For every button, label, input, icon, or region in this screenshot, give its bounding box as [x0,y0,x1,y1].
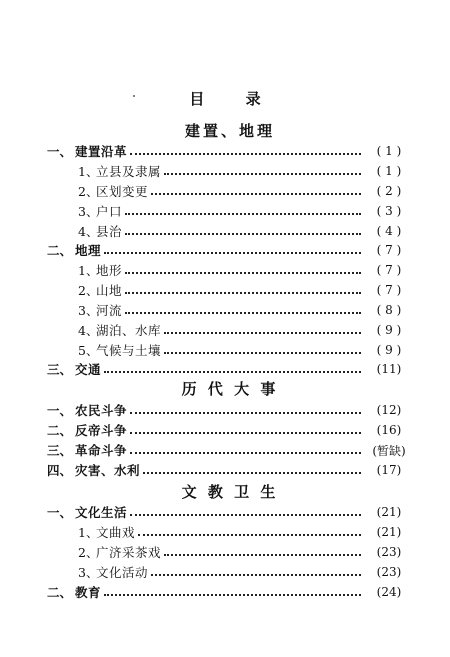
entry-number: 1、 [78,263,99,278]
toc-entry[interactable] [0,461,450,479]
toc-entry[interactable] [0,261,450,279]
dot-leader [104,252,361,254]
toc-entry[interactable] [0,301,450,319]
entry-number: 二、 [47,585,73,600]
entry-label: 湖泊、水库 [96,323,162,338]
entry-number: 一、 [47,403,73,418]
toc-entry[interactable] [0,523,450,541]
entry-page: ( 2 ) [376,184,402,198]
entry-number: 3、 [78,565,99,580]
entry-page: (17) [376,463,402,477]
toc-entry[interactable] [0,583,450,601]
entry-page: ( 3 ) [376,204,402,218]
entry-page: ( 7 ) [376,243,402,257]
entry-number: 3、 [78,204,99,219]
dot-leader [104,594,361,596]
entry-page: (23) [376,565,402,579]
toc-entry[interactable] [0,281,450,299]
entry-number: 一、 [47,505,73,520]
entry-label: 反帝斗争 [75,423,128,438]
dot-leader [143,472,361,474]
entry-label: 立县及隶属 [96,164,162,179]
entry-label: 文化活动 [96,565,149,580]
entry-label: 山地 [96,283,123,298]
entry-label: 气候与土壤 [96,343,162,358]
toc-entry[interactable] [0,503,450,521]
entry-label: 灾害、水利 [75,463,141,478]
entry-label: 教育 [75,585,102,600]
entry-number: 4、 [78,323,99,338]
entry-number: 3、 [78,303,99,318]
dot-leader [151,574,361,576]
entry-number: 二、 [47,243,73,258]
toc-entry[interactable] [0,441,450,459]
entry-page: (暂缺) [372,443,406,458]
entry-number: 1、 [78,164,99,179]
dot-leader [164,352,361,354]
dot-leader [125,233,361,235]
entry-number: 2、 [78,283,99,298]
dot-leader [130,412,361,414]
entry-page: ( 1 ) [376,164,402,178]
entry-page: ( 8 ) [376,303,402,317]
entry-number: 5、 [78,343,99,358]
entry-label: 地理 [75,243,102,258]
entry-number: 一、 [47,144,73,159]
section-title-jianzhi-dili: 建置、地理 [184,122,275,140]
entry-label: 地形 [96,263,123,278]
entry-label: 县治 [96,224,123,239]
dot-leader [125,292,361,294]
entry-number: 四、 [47,463,73,478]
entry-number: 三、 [47,443,73,458]
toc-entry[interactable] [0,202,450,220]
entry-page: (11) [376,362,402,376]
section-title-wenjiao-weisheng: 文 教 卫 生 [181,483,279,501]
entry-page: ( 4 ) [376,224,402,238]
toc-entry[interactable] [0,421,450,439]
dot-leader [125,312,361,314]
dot-leader [130,514,361,516]
entry-page: (23) [376,545,402,559]
toc-entry[interactable] [0,241,450,259]
dot-leader [130,153,361,155]
entry-label: 河流 [96,303,123,318]
entry-label: 文曲戏 [96,525,136,540]
dot-leader [151,193,361,195]
entry-page: (21) [376,505,402,519]
toc-entry[interactable] [0,182,450,200]
entry-number: 2、 [78,184,99,199]
dot-leader [104,371,361,373]
entry-number: 二、 [47,423,73,438]
toc-entry[interactable] [0,360,450,378]
entry-page: (24) [376,585,402,599]
entry-page: (16) [376,423,402,437]
entry-page: ( 7 ) [376,263,402,277]
toc-entry[interactable] [0,401,450,419]
toc-entry[interactable] [0,162,450,180]
dot-leader [164,554,361,556]
entry-page: ( 9 ) [376,343,402,357]
section-title-lidai-dashi: 历 代 大 事 [181,380,279,398]
dot-leader [130,452,361,454]
dot-leader [164,173,361,175]
entry-number: 三、 [47,362,73,377]
toc-entry[interactable] [0,142,450,160]
entry-page: ( 7 ) [376,283,402,297]
entry-label: 户口 [96,204,123,219]
dot-leader [130,432,361,434]
dot-leader [138,534,361,536]
entry-number: 4、 [78,224,99,239]
entry-label: 革命斗争 [75,443,128,458]
entry-page: (12) [376,403,402,417]
toc-entry[interactable] [0,341,450,359]
toc-entry[interactable] [0,563,450,581]
entry-page: ( 9 ) [376,323,402,337]
dot-leader [164,332,361,334]
toc-entry[interactable] [0,543,450,561]
entry-number: 2、 [78,545,99,560]
entry-label: 建置沿革 [75,144,128,159]
entry-label: 广济采茶戏 [96,545,162,560]
entry-label: 交通 [75,362,102,377]
entry-page: ( 1 ) [376,144,402,158]
page-title: 目 录 [189,90,279,108]
dot-leader [125,272,361,274]
entry-label: 农民斗争 [75,403,128,418]
entry-number: 1、 [78,525,99,540]
entry-label: 区划变更 [96,184,149,199]
toc-entry[interactable] [0,222,450,240]
entry-page: (21) [376,525,402,539]
toc-entry[interactable] [0,321,450,339]
dot-leader [125,213,361,215]
entry-label: 文化生活 [75,505,128,520]
